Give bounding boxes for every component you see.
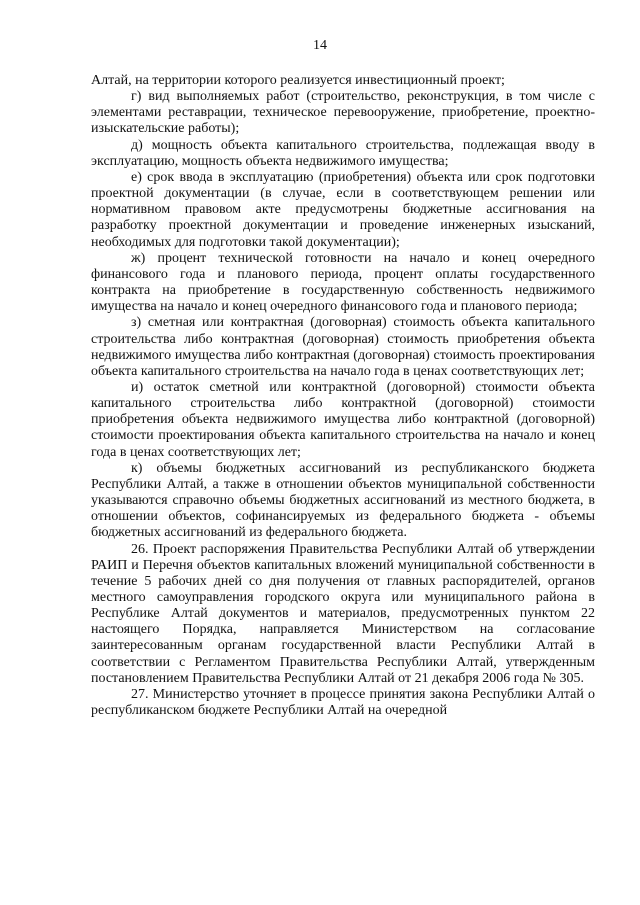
paragraph-item-i: и) остаток сметной или контрактной (договорной) стоимости объекта капитального строительства либо контрактной (договорной) стоимости приобретения объекта недвижимого имущества либо контрактной (договорной) стоимости проектирования объекта капитального строительства на начало и конец года в ценах соответствующих лет;	[91, 379, 595, 460]
paragraph-item-g: г) вид выполняемых работ (строительство, реконструкция, в том числе с элементами реставрации, техническое перевооружение, приобретение, проектно-изыскательские работы);	[91, 89, 595, 137]
paragraph-clause-26: 26. Проект распоряжения Правительства Республики Алтай об утверждении РАИП и Перечня объектов капитальных вложений муниципальной собственности в течение 5 рабочих дней со дня получения от главных распорядителей, органов местного самоуправления городского округа или муниципального района в Республике Алтай документов и материалов, предусмотренных пунктом 22 настоящего Порядка, направляется Министерством на согласование заинтересованным органам государственной власти Республики Алтай в соответствии с Регламентом Правительства Республики Алтай, утвержденным постановлением Правительства Республики Алтай от 21 декабря 2006 года № 305.	[91, 541, 595, 686]
paragraph-item-d: д) мощность объекта капитального строительства, подлежащая вводу в эксплуатацию, мощность объекта недвижимого имущества;	[91, 137, 595, 169]
paragraph-continuation: Алтай, на территории которого реализуется инвестиционный проект;	[91, 73, 505, 88]
paragraph-item-e: е) срок ввода в эксплуатацию (приобретения) объекта или срок подготовки проектной документации (в случае, если в соответствующем решении или нормативном правовом акте предусмотрены бюджетные ассигнования на разработку проектной документации и проведение инженерных изысканий, необходимых для подготовки такой документации);	[91, 169, 595, 250]
paragraph-item-k: к) объемы бюджетных ассигнований из республиканского бюджета Республики Алтай, а также в отношении объектов муниципальной собственности указываются справочно объемы бюджетных ассигнований из местного бюджета, в отношении объектов, софинансируемых из федерального бюджета - объемы бюджетных ассигнований из федерального бюджета.	[91, 460, 595, 541]
page-number: 14	[313, 38, 327, 53]
paragraph-item-zh: ж) процент технической готовности на начало и конец очередного финансового года и планового периода, процент оплаты государственного контракта на приобретение в государственную собственность недвижимого имущества на начало и конец очередного финансового года и планового периода;	[91, 250, 595, 315]
document-body	[91, 73, 595, 719]
paragraph-item-z: з) сметная или контрактная (договорная) стоимость объекта капитального строительства либо контрактная (договорная) стоимость приобретения объекта недвижимого имущества либо контрактная (договорная) стоимость проектирования объекта капитального строительства на начало года в ценах соответствующих лет;	[91, 315, 595, 379]
paragraph-clause-27: 27. Министерство уточняет в процессе принятия закона Республики Алтай о республиканском бюджете Республики Алтай на очередной	[91, 686, 595, 719]
